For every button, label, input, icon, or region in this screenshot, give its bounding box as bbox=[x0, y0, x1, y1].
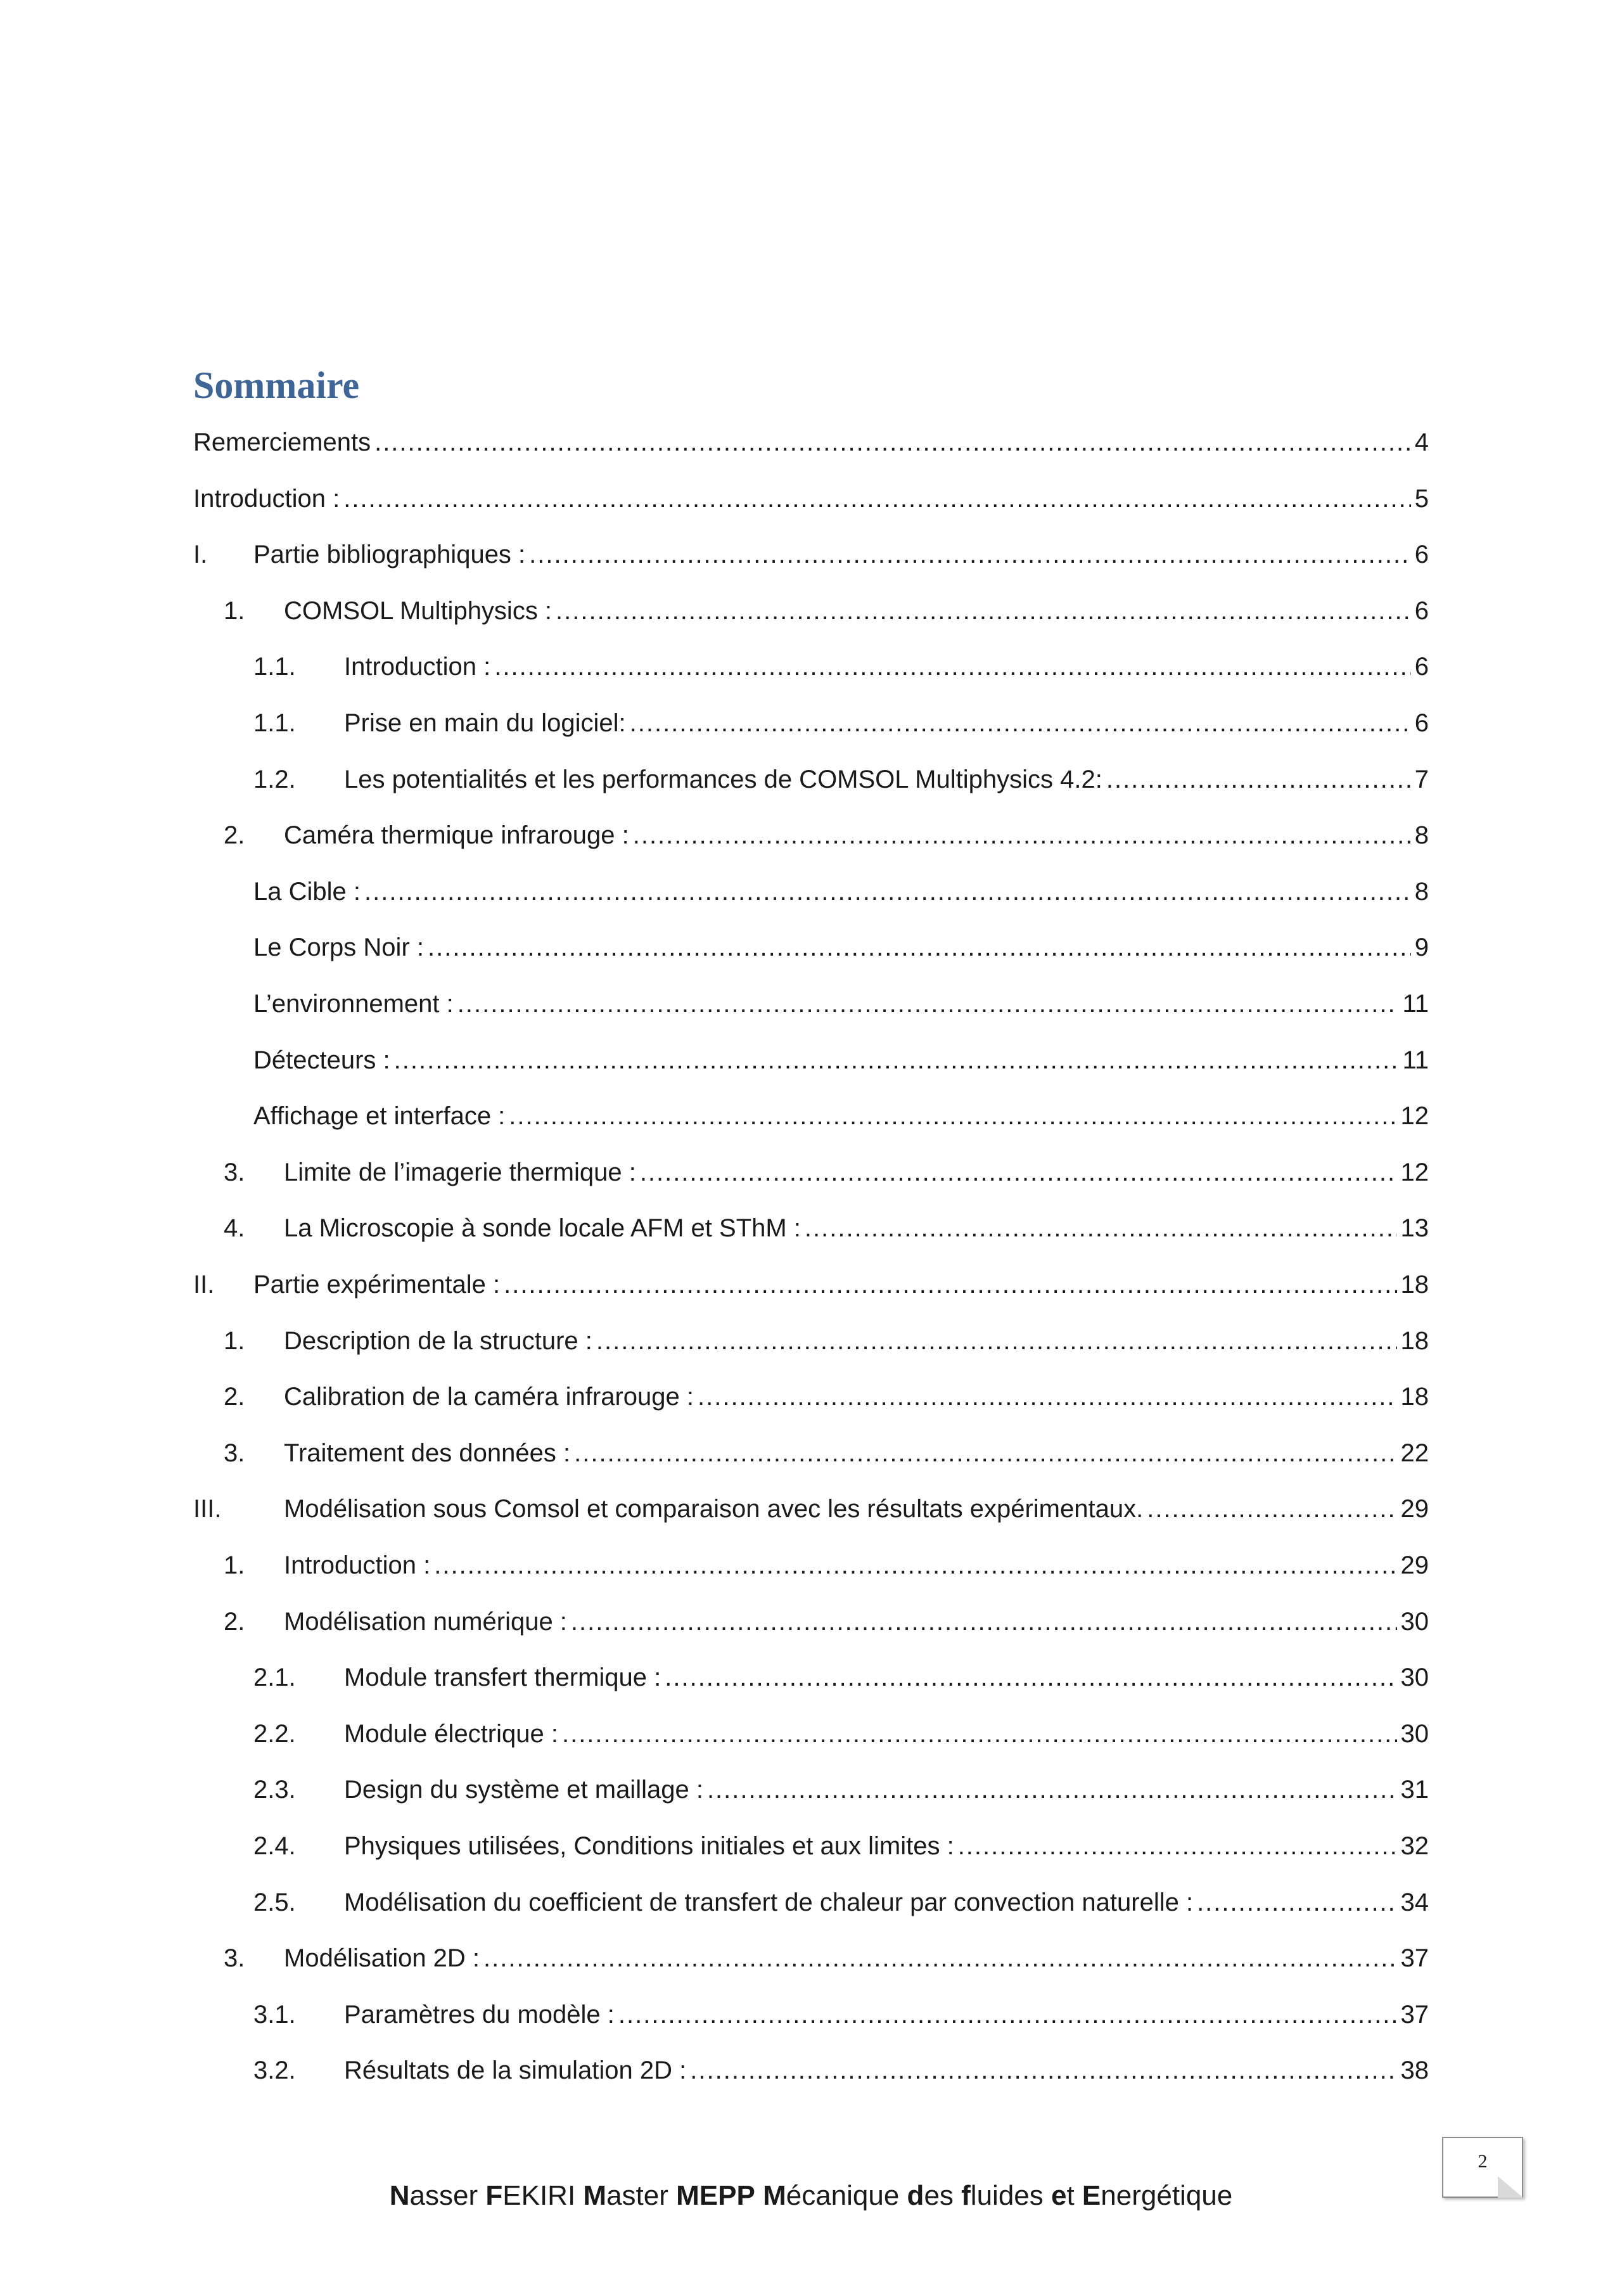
toc-entry[interactable] bbox=[0, 1826, 1622, 1866]
toc-entry-number: 1. bbox=[224, 1551, 245, 1579]
toc-entry-title: Description de la structure : bbox=[284, 1326, 592, 1355]
toc-entry[interactable] bbox=[0, 1714, 1622, 1754]
toc-entry[interactable] bbox=[0, 1208, 1622, 1248]
toc-entry-number: 2.3. bbox=[253, 1776, 296, 1804]
toc-entry-page: 4 bbox=[1414, 428, 1429, 456]
toc-entry-title: Les potentialités et les performances de COMSOL Multiphysics 4.2: bbox=[344, 765, 1102, 793]
toc-entry-number: 3.2. bbox=[253, 2056, 296, 2085]
toc-entry-title: COMSOL Multiphysics : bbox=[284, 596, 552, 625]
toc-entry-number: 2.1. bbox=[253, 1664, 296, 1692]
toc-dot-leader bbox=[574, 1433, 1396, 1473]
toc-entry-page: 29 bbox=[1400, 1495, 1429, 1523]
toc-entry-page: 18 bbox=[1400, 1326, 1429, 1355]
toc-entry-title: Partie expérimentale : bbox=[253, 1271, 501, 1299]
toc-entry[interactable] bbox=[0, 534, 1622, 575]
toc-entry-title: Prise en main du logiciel: bbox=[344, 709, 626, 737]
toc-entry-page: 6 bbox=[1414, 596, 1429, 625]
toc-entry[interactable] bbox=[0, 591, 1622, 631]
footer-text-part: asser bbox=[409, 2180, 486, 2211]
toc-entry-title: Module transfert thermique : bbox=[344, 1664, 661, 1692]
toc-entry-title: Affichage et interface : bbox=[253, 1102, 506, 1131]
footer-text-part: EKIRI bbox=[502, 2180, 584, 2211]
toc-entry[interactable] bbox=[0, 2050, 1622, 2091]
toc-entry-page: 12 bbox=[1400, 1102, 1429, 1131]
toc-entry-page: 7 bbox=[1414, 765, 1429, 793]
toc-entry-number: 3. bbox=[224, 1158, 245, 1186]
toc-entry-page: 37 bbox=[1400, 2000, 1429, 2029]
toc-entry-title: Modélisation sous Comsol et comparaison avec les résultats expérimentaux. bbox=[284, 1495, 1144, 1523]
toc-entry-title: Caméra thermique infrarouge : bbox=[284, 821, 629, 850]
toc-entry[interactable] bbox=[0, 1264, 1622, 1305]
toc-entry-page: 6 bbox=[1414, 541, 1429, 569]
toc-entry[interactable] bbox=[0, 1096, 1622, 1136]
toc-entry[interactable] bbox=[0, 1545, 1622, 1586]
toc-dot-leader bbox=[1147, 1489, 1396, 1529]
toc-entry[interactable] bbox=[0, 1433, 1622, 1473]
toc-entry-number: 3.1. bbox=[253, 2000, 296, 2029]
footer-text-part: M bbox=[583, 2180, 607, 2211]
toc-entry-page: 18 bbox=[1400, 1271, 1429, 1299]
toc-entry-page: 5 bbox=[1414, 484, 1429, 513]
toc-entry-title: Le Corps Noir : bbox=[253, 933, 424, 962]
footer-text-part: e bbox=[1050, 2180, 1067, 2211]
toc-entry-number: 2.5. bbox=[253, 1888, 296, 1916]
toc-entry-title: Introduction : bbox=[284, 1551, 431, 1579]
toc-dot-leader bbox=[805, 1208, 1397, 1248]
toc-dot-leader bbox=[571, 1601, 1397, 1642]
toc-entry[interactable] bbox=[0, 984, 1622, 1024]
footer-text-part: N bbox=[389, 2180, 410, 2211]
toc-entry-title: Introduction : bbox=[193, 484, 340, 513]
toc-entry-page: 30 bbox=[1400, 1664, 1429, 1692]
toc-entry-number: III. bbox=[193, 1495, 222, 1523]
toc-entry-title: Résultats de la simulation 2D : bbox=[344, 2056, 687, 2085]
toc-entry-page: 9 bbox=[1414, 933, 1429, 962]
footer-text-part: aster bbox=[606, 2180, 677, 2211]
toc-dot-leader bbox=[556, 591, 1411, 631]
footer-text-part: luides bbox=[970, 2180, 1051, 2211]
toc-dot-leader bbox=[394, 1040, 1399, 1081]
toc-entry-number: 1. bbox=[224, 596, 245, 625]
toc-entry-number: 2. bbox=[224, 1383, 245, 1411]
toc-entry-number: 3. bbox=[224, 1944, 245, 1973]
footer-text-part: F bbox=[485, 2180, 503, 2211]
toc-entry-title: Remerciements bbox=[193, 428, 371, 456]
toc-entry[interactable] bbox=[0, 1994, 1622, 2035]
toc-entry-title: Partie bibliographiques : bbox=[253, 541, 526, 569]
toc-dot-leader bbox=[1197, 1882, 1396, 1923]
toc-entry-number: 1. bbox=[224, 1326, 245, 1355]
toc-dot-leader bbox=[434, 1545, 1396, 1586]
toc-entry[interactable] bbox=[0, 1657, 1622, 1698]
footer-text-part bbox=[755, 2180, 763, 2211]
toc-entry-page: 32 bbox=[1400, 1832, 1429, 1860]
toc-entry[interactable] bbox=[0, 1376, 1622, 1417]
toc-entry-page: 12 bbox=[1400, 1158, 1429, 1186]
toc-dot-leader bbox=[343, 478, 1411, 519]
toc-entry-number: 4. bbox=[224, 1214, 245, 1243]
footer-text-part: d bbox=[907, 2180, 924, 2211]
toc-entry-number: 3. bbox=[224, 1439, 245, 1467]
toc-entry[interactable] bbox=[0, 759, 1622, 800]
toc-dot-leader bbox=[504, 1264, 1396, 1305]
toc-entry-page: 31 bbox=[1400, 1776, 1429, 1804]
footer-text-part: t bbox=[1066, 2180, 1082, 2211]
page-footer bbox=[0, 2180, 1622, 2212]
toc-dot-leader bbox=[958, 1826, 1397, 1866]
toc-entry-page: 38 bbox=[1400, 2056, 1429, 2085]
footer-text-part: E bbox=[1082, 2180, 1101, 2211]
toc-entry-title: Traitement des données : bbox=[284, 1439, 571, 1467]
toc-dot-leader bbox=[457, 984, 1399, 1024]
toc-entry[interactable] bbox=[0, 646, 1622, 687]
toc-entry-title: Introduction : bbox=[344, 653, 491, 681]
toc-entry-number: 2. bbox=[224, 821, 245, 850]
toc-dot-leader bbox=[707, 1769, 1397, 1810]
toc-dot-leader bbox=[374, 422, 1411, 463]
toc-entry-page: 37 bbox=[1400, 1944, 1429, 1973]
toc-entry[interactable] bbox=[0, 871, 1622, 912]
footer-text-part: nergétique bbox=[1101, 2180, 1233, 2211]
toc-entry[interactable] bbox=[0, 1040, 1622, 1081]
toc-dot-leader bbox=[596, 1321, 1397, 1361]
toc-entry-page: 11 bbox=[1402, 990, 1429, 1018]
toc-entry-number: I. bbox=[193, 541, 208, 569]
toc-entry-page: 8 bbox=[1414, 821, 1429, 850]
toc-entry-number: 1.2. bbox=[253, 765, 296, 793]
toc-entry-page: 6 bbox=[1414, 709, 1429, 737]
toc-entry-page: 6 bbox=[1414, 653, 1429, 681]
toc-entry-title: Modélisation du coefficient de transfert de chaleur par convection naturelle : bbox=[344, 1888, 1194, 1916]
toc-entry-title: Paramètres du modèle : bbox=[344, 2000, 615, 2029]
toc-entry[interactable] bbox=[0, 815, 1622, 856]
toc-entry-title: Limite de l’imagerie thermique : bbox=[284, 1158, 636, 1186]
toc-entry-page: 30 bbox=[1400, 1607, 1429, 1636]
toc-entry[interactable] bbox=[0, 1489, 1622, 1529]
toc-entry-title: Modélisation 2D : bbox=[284, 1944, 480, 1973]
toc-entry-page: 29 bbox=[1400, 1551, 1429, 1579]
toc-entry[interactable] bbox=[0, 1769, 1622, 1810]
toc-entry-page: 13 bbox=[1400, 1214, 1429, 1243]
toc-entry-title: Modélisation numérique : bbox=[284, 1607, 567, 1636]
toc-dot-leader bbox=[690, 2050, 1396, 2091]
toc-entry-title: Design du système et maillage : bbox=[344, 1776, 703, 1804]
toc-dot-leader bbox=[509, 1096, 1396, 1136]
footer-text-part: f bbox=[961, 2180, 971, 2211]
toc-entry-page: 11 bbox=[1402, 1046, 1429, 1074]
toc-entry-page: 8 bbox=[1414, 877, 1429, 906]
toc-dot-leader bbox=[640, 1152, 1397, 1193]
toc-dot-leader bbox=[665, 1657, 1396, 1698]
toc-dot-leader bbox=[364, 871, 1411, 912]
footer-text-part: es bbox=[924, 2180, 962, 2211]
toc-entry[interactable] bbox=[0, 1152, 1622, 1193]
toc-entry-title: La Cible : bbox=[253, 877, 361, 906]
toc-entry-page: 30 bbox=[1400, 1719, 1429, 1748]
toc-entry-title: L’environnement : bbox=[253, 990, 454, 1018]
toc-entry-number: 1.1. bbox=[253, 709, 296, 737]
toc-dot-leader bbox=[562, 1714, 1397, 1754]
toc-title: Sommaire bbox=[193, 364, 360, 406]
footer-text-part: écanique bbox=[786, 2180, 907, 2211]
page-number: 2 bbox=[1478, 2151, 1488, 2172]
toc-entry-number: 2.2. bbox=[253, 1719, 296, 1748]
toc-entry-number: 2.4. bbox=[253, 1832, 296, 1860]
toc-dot-leader bbox=[698, 1376, 1396, 1417]
toc-entry-title: Module électrique : bbox=[344, 1719, 558, 1748]
toc-dot-leader bbox=[483, 1938, 1396, 1979]
toc-entry-title: Calibration de la caméra infrarouge : bbox=[284, 1383, 694, 1411]
toc-dot-leader bbox=[428, 927, 1411, 968]
toc-entry[interactable] bbox=[0, 1938, 1622, 1979]
toc-dot-leader bbox=[494, 646, 1411, 687]
toc-dot-leader bbox=[633, 815, 1411, 856]
toc-entry-page: 34 bbox=[1400, 1888, 1429, 1916]
toc-entry[interactable] bbox=[0, 703, 1622, 743]
toc-dot-leader bbox=[630, 703, 1411, 743]
toc-dot-leader bbox=[618, 1994, 1397, 2035]
toc-dot-leader bbox=[529, 534, 1411, 575]
toc-entry[interactable] bbox=[0, 478, 1622, 519]
toc-entry-number: II. bbox=[193, 1271, 215, 1299]
toc-entry[interactable] bbox=[0, 422, 1622, 463]
toc-entry-page: 22 bbox=[1400, 1439, 1429, 1467]
toc-entry-title: La Microscopie à sonde locale AFM et SThM : bbox=[284, 1214, 801, 1243]
toc-entry-number: 2. bbox=[224, 1607, 245, 1636]
footer-text-part: MEPP bbox=[676, 2180, 755, 2211]
toc-entry[interactable] bbox=[0, 1321, 1622, 1361]
footer-text-part: M bbox=[763, 2180, 786, 2211]
toc-entry-title: Physiques utilisées, Conditions initiales et aux limites : bbox=[344, 1832, 954, 1860]
toc-entry-page: 18 bbox=[1400, 1383, 1429, 1411]
toc-dot-leader bbox=[1106, 759, 1411, 800]
toc-entry[interactable] bbox=[0, 927, 1622, 968]
toc-entry-title: Détecteurs : bbox=[253, 1046, 390, 1074]
toc-entry[interactable] bbox=[0, 1882, 1622, 1923]
toc-entry-number: 1.1. bbox=[253, 653, 296, 681]
toc-entry[interactable] bbox=[0, 1601, 1622, 1642]
